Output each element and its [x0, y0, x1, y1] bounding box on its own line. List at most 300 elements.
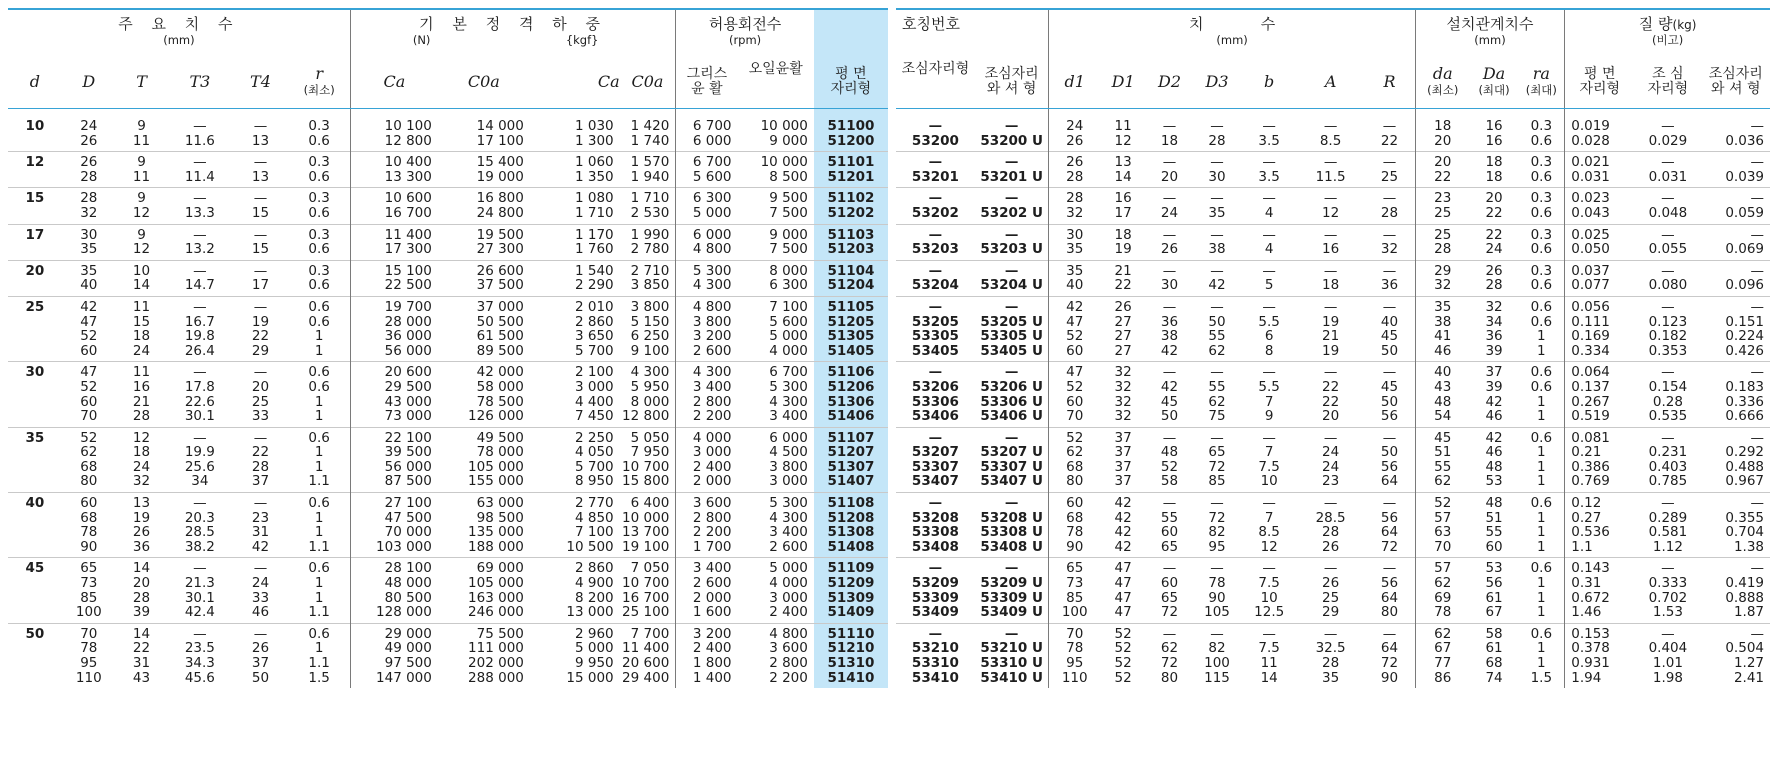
value: 0.535: [1648, 408, 1688, 425]
cell-flat: [814, 623, 888, 688]
value: 0.3: [1530, 154, 1553, 171]
table-row: [8, 427, 888, 492]
cell-c0ak: [620, 623, 676, 688]
bore-value: 40: [25, 495, 45, 512]
value: 78: [1066, 640, 1084, 657]
value: —: [928, 190, 943, 207]
value: 46: [1485, 408, 1503, 425]
value: 7 050: [630, 560, 670, 577]
cell-oil: [738, 493, 814, 558]
value: 110: [1061, 669, 1088, 686]
value: 4 300: [630, 364, 670, 381]
cell-al: [896, 427, 975, 492]
cell-a: [1297, 296, 1364, 361]
value: 57: [1434, 560, 1452, 577]
value: 1 700: [692, 538, 732, 555]
value: 0.169: [1571, 328, 1610, 345]
cell-cak: [530, 493, 620, 558]
value: 74: [1485, 669, 1503, 686]
cell-aw: [975, 296, 1049, 361]
value: 55: [1208, 328, 1226, 345]
value: 39: [132, 604, 151, 621]
value: 47: [1114, 604, 1132, 621]
value: 4 800: [769, 625, 808, 642]
value: 1: [314, 328, 324, 345]
value: —: [193, 154, 207, 171]
value: 12: [1322, 204, 1340, 221]
cell-t3: [167, 623, 232, 688]
value: 6 400: [630, 495, 670, 512]
value: 51102: [827, 190, 875, 207]
value: —: [1162, 495, 1177, 512]
value: 51405: [827, 342, 875, 359]
value: 0.231: [1648, 444, 1688, 461]
value: 19: [251, 313, 270, 330]
value: 43: [1434, 378, 1452, 395]
col-mass-aligned: 조 심 자리형: [1634, 56, 1701, 109]
cell-t4: [232, 296, 288, 361]
value: —: [1750, 226, 1764, 243]
value: 60: [1066, 342, 1084, 359]
value: 51205: [827, 313, 875, 330]
value: 50: [1208, 313, 1226, 330]
value: 64: [1380, 640, 1399, 657]
value: 0.021: [1571, 154, 1610, 171]
cell-b: [1241, 362, 1297, 427]
value: 19: [1114, 241, 1132, 258]
value: 45.6: [184, 669, 215, 686]
cell-c0ak: [620, 188, 676, 224]
value: 8 000: [769, 262, 808, 279]
value: 19 700: [384, 298, 432, 315]
value: —: [1210, 429, 1224, 446]
value: 61: [1485, 640, 1503, 657]
value: 0.6: [1530, 625, 1553, 642]
cell-flat: [814, 296, 888, 361]
cell-grease: [676, 109, 738, 152]
cell-da: [1415, 260, 1469, 296]
value: 35: [80, 262, 98, 279]
cell-mw: [1702, 427, 1771, 492]
value: 32: [1434, 277, 1452, 294]
value: 7 500: [769, 241, 808, 258]
value: 1: [314, 408, 324, 425]
value: 42: [1160, 342, 1179, 359]
value: 0.3: [308, 190, 330, 207]
value: 53307 U: [980, 458, 1043, 475]
value: —: [928, 262, 943, 279]
value: 51206: [827, 378, 875, 395]
value: 28: [1485, 277, 1503, 294]
value: 2 600: [692, 342, 732, 359]
value: 45: [1434, 429, 1452, 446]
value: 30: [1208, 168, 1226, 185]
value: 10 500: [566, 538, 614, 555]
cell-t3: [167, 188, 232, 224]
value: 14 000: [476, 118, 524, 134]
value: 23: [1322, 473, 1340, 490]
value: 288 000: [468, 669, 524, 686]
value: —: [1323, 118, 1338, 134]
value: 1: [314, 342, 324, 359]
cell-ca: [350, 427, 438, 492]
cell-mw: [1702, 493, 1771, 558]
cell-al: [896, 296, 975, 361]
value: 72: [1380, 655, 1399, 671]
cell-c0a: [438, 493, 530, 558]
value: 16 700: [622, 589, 670, 606]
value: 1 540: [575, 262, 614, 279]
cell-d: [62, 260, 116, 296]
value: 0.21: [1571, 444, 1602, 461]
value: 0.3: [308, 226, 330, 243]
value: 85: [80, 589, 98, 606]
value: 11.6: [184, 132, 215, 149]
bore-value: 20: [25, 262, 45, 279]
value: 0.6: [1530, 560, 1553, 577]
cell-d: [8, 493, 62, 558]
value: 22: [1322, 378, 1340, 395]
value: 7 100: [769, 298, 808, 315]
value: 20: [251, 378, 270, 395]
value: 103 000: [376, 538, 432, 555]
value: 30: [80, 226, 98, 243]
cell-cak: [530, 623, 620, 688]
cell-ra: [1518, 152, 1564, 188]
value: 95: [1208, 538, 1226, 555]
value: 32.5: [1315, 640, 1346, 657]
value: 28: [1322, 524, 1340, 541]
value: 64: [1380, 473, 1399, 490]
value: 0.050: [1571, 241, 1610, 258]
value: 16: [132, 378, 151, 395]
value: 53408 U: [980, 538, 1043, 555]
value: 147 000: [376, 669, 432, 686]
value: 90: [1380, 669, 1399, 686]
cell-ma: [1634, 558, 1701, 623]
mount-header: 설치관계치수 (mm): [1415, 9, 1565, 56]
value: 3 400: [769, 408, 808, 425]
cell-r: [1364, 152, 1415, 188]
bore-value: 35: [25, 429, 45, 446]
value: 69 000: [476, 560, 524, 577]
value: 28 000: [384, 313, 432, 330]
value: 0.6: [1530, 429, 1553, 446]
value: 0.3: [1530, 118, 1553, 134]
value: —: [1262, 364, 1276, 381]
value: 0.336: [1725, 393, 1764, 410]
value: —: [928, 226, 943, 243]
value: 16: [1485, 118, 1503, 134]
value: 70 000: [384, 524, 432, 541]
value: 47: [1114, 575, 1132, 592]
value: 69: [1434, 589, 1452, 606]
value: 16.7: [184, 313, 215, 330]
cell-grease: [676, 152, 738, 188]
value: 53407 U: [980, 473, 1043, 490]
value: 53202: [911, 204, 959, 221]
cell-r: [1364, 362, 1415, 427]
cell-d1: [1049, 623, 1100, 688]
value: 35: [1066, 262, 1084, 279]
table-row: [896, 427, 1770, 492]
value: 80: [1160, 669, 1179, 686]
value: 51202: [827, 204, 875, 221]
value: —: [1162, 262, 1177, 279]
value: 1: [314, 575, 324, 592]
cell-grease: [676, 362, 738, 427]
value: 53210: [911, 640, 959, 657]
value: 128 000: [376, 604, 432, 621]
value: —: [1661, 262, 1675, 279]
value: 28: [132, 408, 151, 425]
value: 53308 U: [980, 524, 1043, 541]
cell-r: [1364, 296, 1415, 361]
value: 10: [1260, 589, 1278, 606]
value: 53205 U: [980, 313, 1043, 330]
cell-al: [896, 152, 975, 188]
value: 21.3: [184, 575, 215, 592]
value: 0.069: [1725, 241, 1764, 258]
value: 12.5: [1254, 604, 1285, 621]
cell-d: [62, 109, 116, 152]
value: 3 000: [575, 378, 614, 395]
cell-d1: [1100, 260, 1146, 296]
cell-d: [8, 188, 62, 224]
value: 3 400: [692, 560, 732, 577]
value: —: [1262, 429, 1276, 446]
value: 37 000: [476, 298, 524, 315]
value: 0.6: [308, 168, 330, 185]
col-da: da (최소): [1415, 56, 1469, 109]
cell-t: [116, 362, 168, 427]
value: 19 500: [476, 226, 524, 243]
cell-c0a: [438, 623, 530, 688]
cell-d: [8, 224, 62, 260]
cell-a: [1297, 362, 1364, 427]
value: 9: [137, 154, 146, 171]
value: 17 100: [476, 132, 524, 149]
value: —: [1382, 625, 1397, 642]
value: 29 500: [384, 378, 432, 395]
value: 47 500: [384, 509, 432, 526]
cell-t: [116, 296, 168, 361]
cell-grease: [676, 188, 738, 224]
cell-d1: [1100, 109, 1146, 152]
cell-mf: [1565, 558, 1635, 623]
cell-ma: [1634, 427, 1701, 492]
value: 12 800: [622, 408, 670, 425]
value: —: [1750, 364, 1764, 381]
value: 3 850: [630, 277, 670, 294]
value: 53201 U: [980, 168, 1043, 185]
value: 18: [1434, 118, 1452, 134]
table-row: [8, 152, 888, 188]
value: 2 600: [692, 575, 732, 592]
cell-mf: [1565, 224, 1635, 260]
value: 110: [75, 669, 102, 686]
value: 72: [1208, 509, 1226, 526]
value: —: [1661, 154, 1675, 171]
value: 50: [1380, 444, 1399, 461]
value: 0.023: [1571, 190, 1610, 207]
cell-d: [8, 109, 62, 152]
value: 5 700: [575, 342, 614, 359]
value: 68: [80, 509, 98, 526]
value: 51106: [827, 364, 875, 381]
value: 28: [80, 168, 98, 185]
value: 61 500: [476, 328, 524, 345]
value: 58: [1160, 473, 1179, 490]
value: 51204: [827, 277, 875, 294]
value: 0.031: [1648, 168, 1688, 185]
value: 0.6: [1530, 378, 1553, 395]
cell-aw: [975, 623, 1049, 688]
value: 70: [80, 625, 98, 642]
value: 53410: [911, 669, 959, 686]
cell-t3: [167, 296, 232, 361]
value: —: [1382, 429, 1397, 446]
value: 100: [1061, 604, 1088, 621]
value: 4 000: [769, 342, 808, 359]
flat-col-top: [814, 9, 888, 56]
cell-d3: [1193, 260, 1242, 296]
value: 1.1: [1571, 538, 1593, 555]
value: 53206 U: [980, 378, 1043, 395]
cell-d1: [1049, 296, 1100, 361]
value: 53: [1485, 560, 1503, 577]
cell-da: [1415, 362, 1469, 427]
value: 48: [1485, 495, 1503, 512]
col-T3: T3: [167, 56, 232, 109]
cell-oil: [738, 109, 814, 152]
value: 26: [251, 640, 270, 657]
value: —: [1004, 118, 1019, 134]
value: 0.154: [1648, 378, 1688, 395]
value: 58 000: [476, 378, 524, 395]
value: 52: [1114, 625, 1132, 642]
value: 26 600: [476, 262, 524, 279]
cell-d2: [1146, 260, 1192, 296]
cell-r: [289, 224, 351, 260]
value: 32: [1114, 378, 1132, 395]
value: 27: [1114, 328, 1132, 345]
value: 15 000: [566, 669, 614, 686]
value: 78: [1434, 604, 1452, 621]
value: —: [928, 298, 943, 315]
cell-d1: [1100, 152, 1146, 188]
value: 46: [251, 604, 270, 621]
value: 51408: [827, 538, 875, 555]
value: 24: [1322, 458, 1340, 475]
value: —: [1262, 298, 1276, 315]
value: 32: [80, 204, 98, 221]
cell-t: [116, 152, 168, 188]
value: 11 400: [384, 226, 432, 243]
cell-ra: [1518, 362, 1564, 427]
value: —: [1004, 190, 1019, 207]
cell-cak: [530, 427, 620, 492]
value: 51: [1485, 509, 1503, 526]
value: 111 000: [468, 640, 524, 657]
table-row: [8, 296, 888, 361]
value: 22 500: [384, 277, 432, 294]
value: —: [1382, 226, 1397, 243]
col-mass-aligned-washer: 조심자리 와 셔 형: [1702, 56, 1771, 109]
value: 10 000: [760, 118, 808, 134]
value: —: [1750, 495, 1764, 512]
value: —: [928, 495, 943, 512]
cell-ra: [1518, 623, 1564, 688]
value: 16 700: [384, 204, 432, 221]
cell-a: [1297, 224, 1364, 260]
cell-d1: [1100, 296, 1146, 361]
col-aligned-washer: 조심자리 와 셔 형: [975, 56, 1049, 109]
value: 14: [132, 560, 151, 577]
value: 72: [1380, 538, 1399, 555]
cell-d3: [1193, 296, 1242, 361]
cell-c0a: [438, 260, 530, 296]
cell-d1: [1100, 224, 1146, 260]
value: 26: [80, 154, 98, 171]
cell-d1: [1100, 623, 1146, 688]
cell-t: [116, 188, 168, 224]
cell-c0a: [438, 188, 530, 224]
value: 13 700: [622, 524, 670, 541]
cell-d3: [1193, 558, 1242, 623]
value: 0.096: [1725, 277, 1764, 294]
value: —: [193, 226, 207, 243]
value: 21: [132, 393, 151, 410]
value: 4 800: [692, 241, 732, 258]
value: —: [1323, 560, 1338, 577]
value: 5 050: [630, 429, 670, 446]
value: 0.6: [1530, 241, 1553, 258]
value: —: [1162, 190, 1177, 207]
value: 78: [1208, 575, 1226, 592]
value: 53306 U: [980, 393, 1043, 410]
value: 21: [1114, 262, 1132, 279]
value: 10: [132, 262, 151, 279]
cell-d: [62, 224, 116, 260]
value: 51410: [827, 669, 875, 686]
value: 105: [1204, 604, 1230, 621]
value: —: [1661, 226, 1675, 243]
bore-value: 30: [25, 364, 45, 381]
value: 29: [251, 342, 270, 359]
cell-mf: [1565, 623, 1635, 688]
cell-t: [116, 623, 168, 688]
cell-mf: [1565, 109, 1635, 152]
value: 0.404: [1648, 640, 1688, 657]
value: 65: [80, 560, 98, 577]
value: 19: [1322, 342, 1340, 359]
value: —: [1323, 364, 1338, 381]
value: 90: [80, 538, 98, 555]
value: 0.581: [1648, 524, 1688, 541]
cell-r: [1364, 493, 1415, 558]
value: —: [193, 298, 207, 315]
value: 53307: [911, 458, 959, 475]
value: —: [253, 226, 268, 243]
value: 65: [1160, 589, 1179, 606]
cell-mf: [1565, 188, 1635, 224]
value: 53204: [911, 277, 959, 294]
value: 1 060: [575, 154, 614, 171]
value: 24: [1322, 444, 1340, 461]
value: 20 600: [384, 364, 432, 381]
value: —: [1750, 298, 1764, 315]
